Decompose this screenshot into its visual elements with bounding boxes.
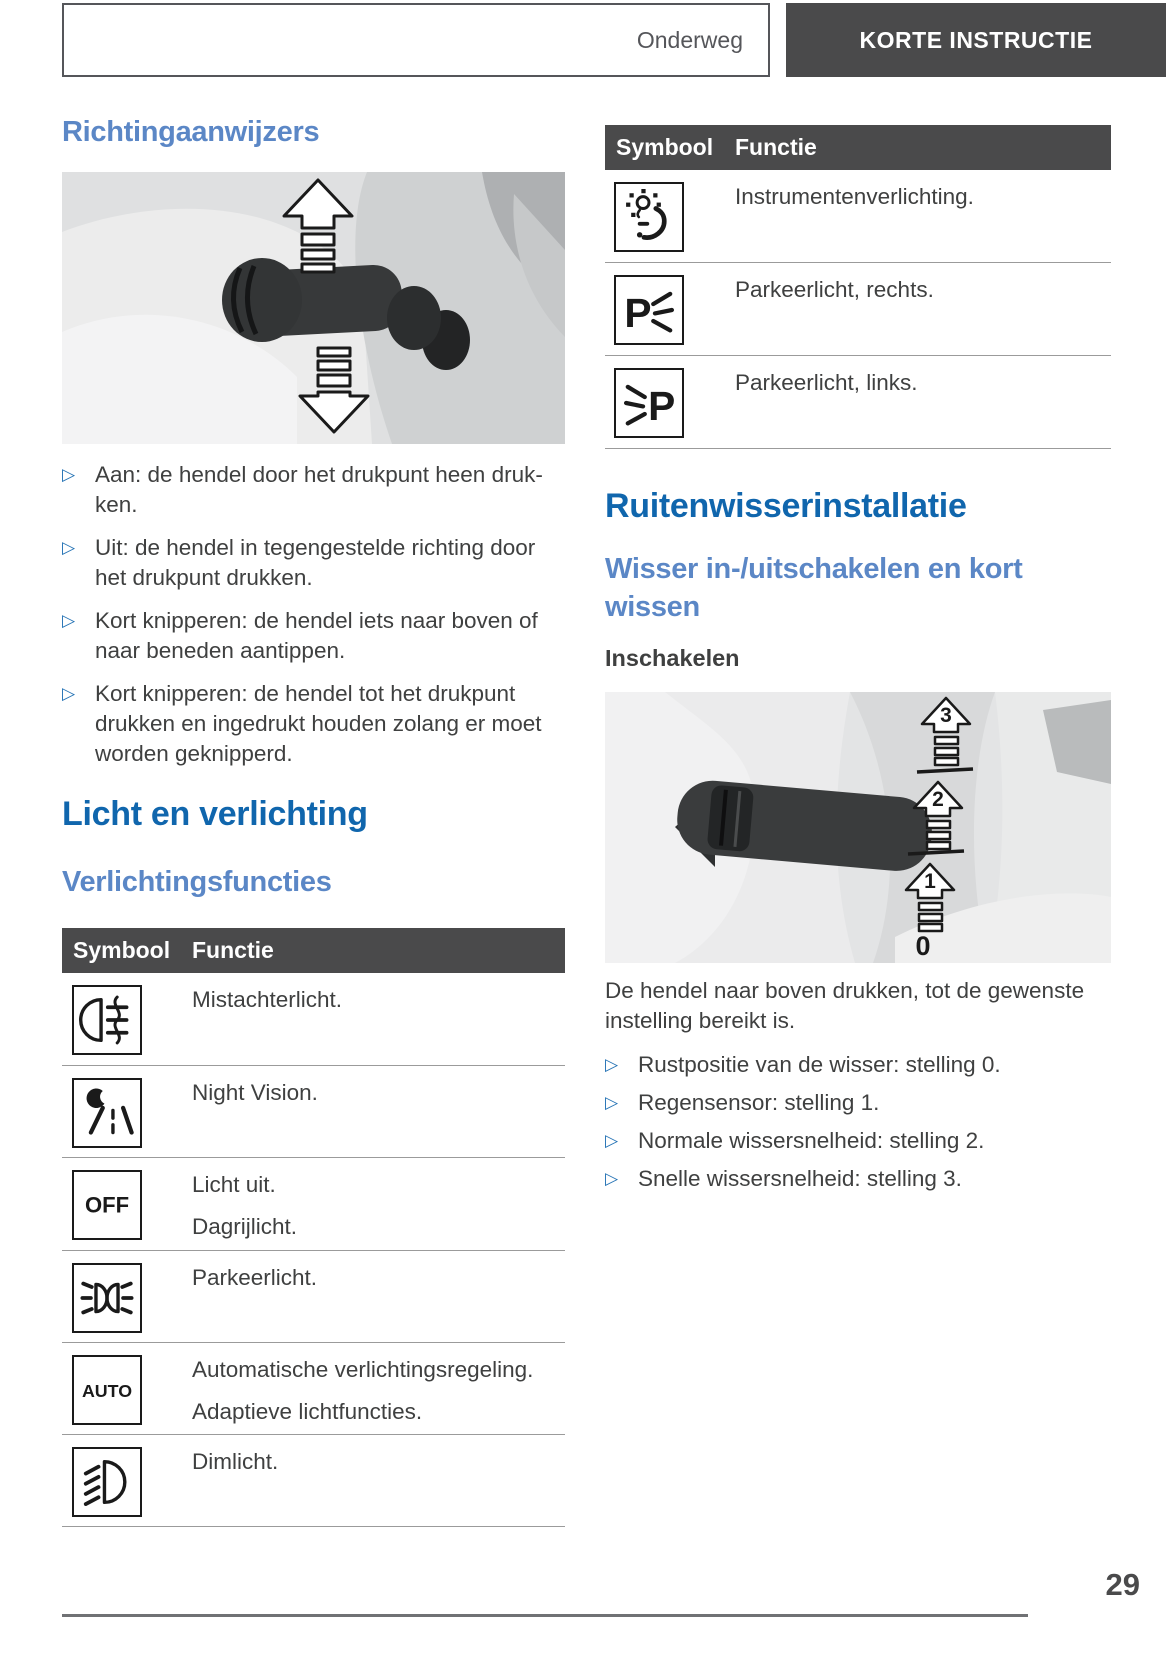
subheading-line: Wisser in-/uitschakelen en kort	[605, 553, 1023, 585]
wiper-bullet-list	[605, 1050, 1111, 1202]
turn-indicator-bullet-list	[62, 460, 565, 782]
list-item-text: Regensensor: stelling 1.	[638, 1090, 880, 1115]
bullet-triangle-icon: ▷	[605, 1093, 619, 1112]
list-item-text: Kort knipperen: de hendel tot het drukpunt	[95, 681, 516, 706]
list-item-text: Normale wissersnelheid: stelling 2.	[638, 1128, 985, 1153]
header-chapter-label: KORTE INSTRUCTIE	[859, 26, 1093, 53]
column-header-symbol: Symbool	[616, 134, 714, 160]
low-beam-icon	[72, 1447, 142, 1517]
heading-wipers: Ruitenwisserinstallatie	[605, 487, 967, 525]
wiper-stalk-illustration	[605, 692, 1111, 963]
list-item-text: Aan: de hendel door het drukpunt heen druk-	[95, 462, 543, 487]
list-item-text: ken.	[95, 492, 138, 517]
table-cell-text: Parkeerlicht, rechts.	[735, 277, 934, 302]
header-section-box	[62, 3, 770, 77]
table-row	[605, 170, 1111, 263]
list-item-text: Snelle wissersnelheid: stelling 3.	[638, 1166, 962, 1191]
list-item	[605, 1126, 1111, 1156]
table-cell-text: Dimlicht.	[192, 1449, 279, 1474]
list-item	[605, 1088, 1111, 1118]
table-row	[62, 1343, 565, 1435]
table-cell-text: Dagrijlicht.	[192, 1214, 298, 1239]
subheading-light-functions: Verlichtingsfuncties	[62, 866, 332, 898]
list-item-text: Uit: de hendel in tegengestelde richting door	[95, 535, 536, 560]
table-cell-text: Licht uit.	[192, 1172, 276, 1197]
symbol-table	[605, 125, 1111, 449]
list-item	[605, 1050, 1111, 1080]
table-header-row	[605, 125, 1111, 170]
wiper-position-label-3: 3	[940, 704, 952, 727]
table-row	[62, 1435, 565, 1527]
table-row	[62, 1158, 565, 1251]
paragraph-line: instelling bereikt is.	[605, 1008, 796, 1033]
list-item-text: Kort knipperen: de hendel iets naar boven of	[95, 608, 538, 633]
instrument-lighting-icon	[614, 182, 684, 252]
column-header-function: Functie	[192, 937, 274, 963]
list-item	[62, 679, 565, 769]
heading-lights: Licht en verlichting	[62, 795, 368, 833]
subheading-line: wissen	[605, 591, 700, 623]
list-item-text: het drukpunt drukken.	[95, 565, 313, 590]
turn-signal-stalk-illustration	[62, 172, 565, 444]
list-item	[62, 606, 565, 666]
header-section-label: Onderweg	[636, 26, 743, 53]
table-cell-text: Mistachterlicht.	[192, 987, 343, 1012]
parking-light-left-icon	[614, 368, 684, 438]
lights-off-icon	[72, 1170, 142, 1240]
bullet-triangle-icon: ▷	[605, 1131, 619, 1150]
bullet-triangle-icon: ▷	[62, 538, 76, 557]
table-cell-text: Instrumentenverlichting.	[735, 184, 974, 209]
parking-light-icon	[72, 1263, 142, 1333]
bullet-triangle-icon: ▷	[605, 1055, 619, 1074]
wiper-paragraph	[605, 976, 1111, 1036]
parking-light-right-icon-text: P	[624, 289, 652, 336]
table-cell-text: Adaptieve lichtfuncties.	[192, 1399, 423, 1424]
page-number: 29	[1105, 1567, 1140, 1602]
column-header-symbol: Symbool	[73, 937, 171, 963]
table-cell-text: Parkeerlicht, links.	[735, 370, 918, 395]
footer-rule	[62, 1614, 1028, 1617]
list-item	[62, 533, 565, 593]
list-item-text: naar beneden aantippen.	[95, 638, 346, 663]
bullet-triangle-icon: ▷	[62, 611, 76, 630]
wiper-position-label-1: 1	[924, 870, 936, 893]
light-functions-table	[62, 928, 565, 1527]
list-item-text: drukken en ingedrukt houden zolang er moet	[95, 711, 542, 736]
bullet-triangle-icon: ▷	[62, 465, 76, 484]
list-item	[605, 1164, 1111, 1194]
bullet-triangle-icon: ▷	[605, 1169, 619, 1188]
table-row	[605, 356, 1111, 449]
wiper-position-label-0: 0	[915, 931, 931, 961]
subsubheading-switch-on: Inschakelen	[605, 645, 740, 671]
list-item-text: Rustpositie van de wisser: stelling 0.	[638, 1052, 1001, 1077]
parking-light-right-icon	[614, 275, 684, 345]
table-cell-text: Parkeerlicht.	[192, 1265, 318, 1290]
table-row	[605, 263, 1111, 356]
bullet-triangle-icon: ▷	[62, 684, 76, 703]
list-item-text: worden geknipperd.	[95, 741, 293, 766]
parking-light-left-icon-text: P	[648, 382, 676, 429]
table-cell-text: Automatische verlichtingsregeling.	[192, 1357, 534, 1382]
header-chapter-box	[786, 3, 1166, 77]
lights-off-icon-text: OFF	[84, 1192, 130, 1218]
column-header-function: Functie	[735, 134, 817, 160]
table-row	[62, 1251, 565, 1343]
table-row	[62, 973, 565, 1066]
auto-light-icon	[72, 1355, 142, 1425]
wiper-position-label-2: 2	[932, 788, 944, 811]
paragraph-line: De hendel naar boven drukken, tot de gewenste	[605, 978, 1085, 1003]
subheading-wiper-on-off	[605, 550, 1023, 626]
rear-fog-light-icon	[72, 985, 142, 1055]
table-row	[62, 1066, 565, 1158]
table-cell-text: Night Vision.	[192, 1080, 318, 1105]
auto-light-icon-text: AUTO	[81, 1380, 133, 1401]
table-header-row	[62, 928, 565, 973]
night-vision-icon	[72, 1078, 142, 1148]
heading-turn-indicators: Richtingaanwijzers	[62, 116, 320, 148]
list-item	[62, 460, 565, 520]
